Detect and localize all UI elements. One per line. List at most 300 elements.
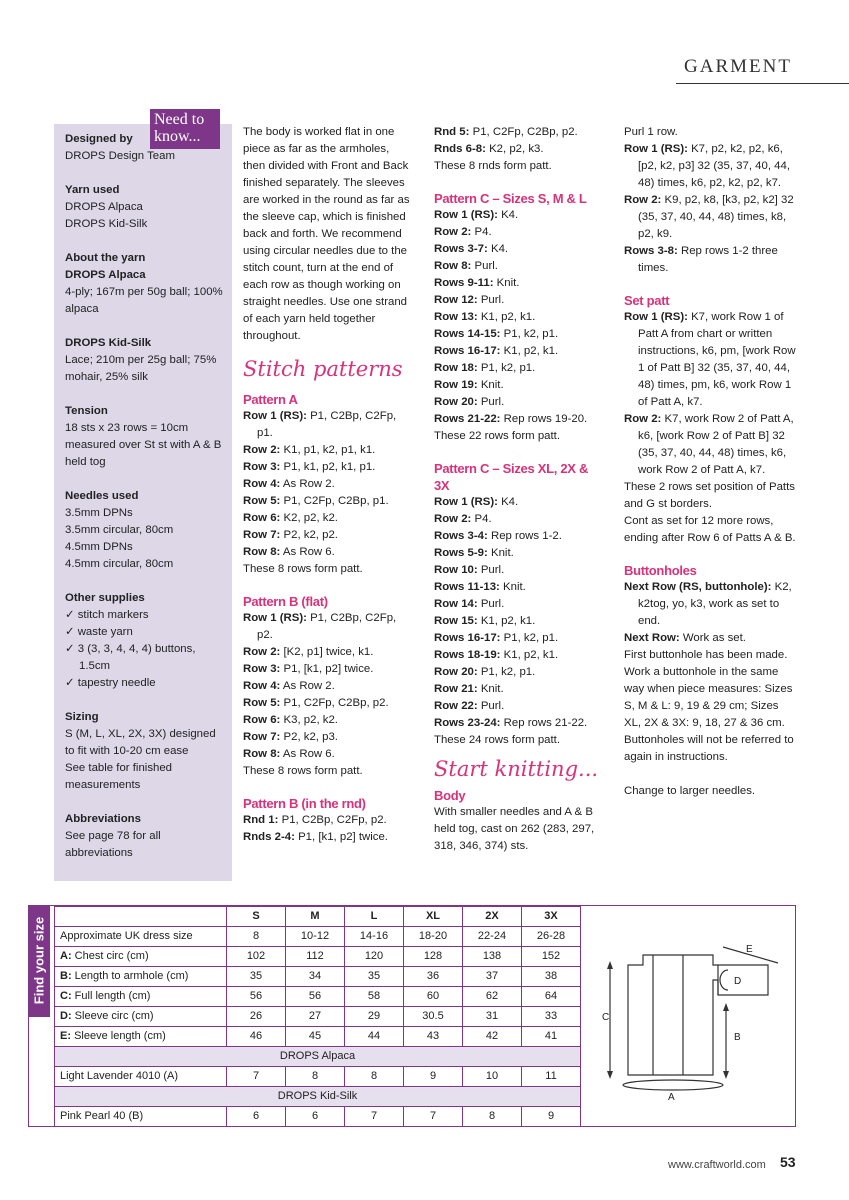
set-patt-text: Cont as set for 12 more rows, ending after Row 6 of Patts A & B. <box>624 515 796 544</box>
table-cell: 138 <box>463 947 522 967</box>
row-instruction: Knit. <box>487 547 514 559</box>
footer-url: www.craftworld.com <box>668 1159 766 1171</box>
instruction-row <box>243 544 413 561</box>
instruction-row <box>243 644 413 661</box>
table-cell: 37 <box>463 967 522 987</box>
size-header: S <box>227 907 286 927</box>
row-label: Rows 18-19: <box>434 649 501 661</box>
instruction-row <box>243 661 413 678</box>
sidebar-heading: DROPS Kid-Silk <box>65 337 152 349</box>
table-cell: 102 <box>227 947 286 967</box>
instruction-row <box>624 630 798 647</box>
row-instruction: Rep rows 21-22. <box>500 717 588 729</box>
row-label: Row 8: <box>434 260 472 272</box>
row-instruction: K1, p2, k1. <box>500 649 559 661</box>
table-cell: 42 <box>463 1027 522 1047</box>
row-instruction: P1, [k1, p2] twice. <box>280 663 374 675</box>
table-cell: 26 <box>227 1007 286 1027</box>
kidsilk-section <box>65 335 227 386</box>
row-instruction: Rep rows 1-2 three times. <box>638 245 778 274</box>
row-instruction: Purl. <box>477 564 505 576</box>
pattern-c-xl-end: These 24 rows form patt. <box>434 734 560 746</box>
row-instruction: P1, k1, p2, k1, p1. <box>280 461 376 473</box>
sidebar-heading: Tension <box>65 405 108 417</box>
row-instruction: K2, p2, k3. <box>485 143 544 155</box>
instruction-row <box>434 207 604 224</box>
row-label: B: Length to armhole (cm) <box>55 967 227 987</box>
instruction-row <box>434 343 604 360</box>
set-patt-text: These 2 rows set position of Patts and G st borders. <box>624 481 795 510</box>
pattern-b-rows <box>243 610 413 763</box>
size-header: XL <box>404 907 463 927</box>
row-instruction: K7, work Row 2 of Patt A, k6, [work Row 2 of Patt B] 32 (35, 37, 40, 44, 48) times, k6, work Row 2 of Patt A, k7. <box>638 413 794 476</box>
header-rule <box>676 83 849 84</box>
instruction-row <box>243 527 413 544</box>
page-number: 53 <box>780 1154 796 1170</box>
row-instruction: Knit. <box>477 683 504 695</box>
instruction-row <box>434 141 604 158</box>
table-cell: 10 <box>463 1067 522 1087</box>
row-instruction: P1, [k1, p2] twice. <box>294 831 388 843</box>
pattern-b-rnd-heading: Pattern B (in the rnd) <box>243 796 366 811</box>
instruction-row <box>434 241 604 258</box>
instruction-row <box>434 377 604 394</box>
sidebar-text: 18 sts x 23 rows = 10cm measured over St st with A & B held tog <box>65 422 222 468</box>
pattern-b-rnd-continued <box>434 124 604 158</box>
change-needles-text: Change to larger needles. <box>624 785 756 797</box>
sidebar-text: 4-ply; 167m per 50g ball; 100% alpaca <box>65 286 223 315</box>
pattern-c-xl-rows <box>434 494 604 732</box>
row-label: Row 21: <box>434 683 478 695</box>
instruction-row <box>243 610 413 644</box>
sidebar-text: Lace; 210m per 25g ball; 75% mohair, 25% silk <box>65 354 217 383</box>
table-cell: 8 <box>227 927 286 947</box>
row-label: Rows 9-11: <box>434 277 494 289</box>
row-instruction: Rep rows 1-2. <box>487 530 562 542</box>
instruction-row <box>434 326 604 343</box>
row-label: C: Full length (cm) <box>55 987 227 1007</box>
row-label: Row 1 (RS): <box>624 311 688 323</box>
row-instruction: P1, C2Fp, C2Bp, p2. <box>469 126 578 138</box>
table-row <box>55 947 581 967</box>
instruction-row <box>624 411 798 479</box>
row-label: Row 8: <box>243 748 281 760</box>
sidebar-text: DROPS Kid-Silk <box>65 218 148 230</box>
row-instruction: K7, p2, k2, p2, k6, [p2, k2, p3] 32 (35, 37, 40, 44, 48) times, k6, p2, k2, p2, k7. <box>638 143 790 189</box>
a-arrow <box>623 1080 723 1090</box>
table-cell: 7 <box>345 1107 404 1127</box>
row-label: Row 12: <box>434 294 478 306</box>
yarn-b-row <box>55 1087 581 1107</box>
row-label: Row 6: <box>243 714 281 726</box>
size-header: 3X <box>522 907 581 927</box>
row-label: Row 1 (RS): <box>434 496 498 508</box>
row-label: Approximate UK dress size <box>55 927 227 947</box>
sidebar-heading: Yarn used <box>65 184 120 196</box>
table-cell: 29 <box>345 1007 404 1027</box>
row-instruction: As Row 6. <box>280 546 335 558</box>
sidebar-text: S (M, L, XL, 2X, 3X) designed to fit with 10-20 cm ease <box>65 728 216 757</box>
label-c: C <box>602 1012 610 1023</box>
row-label: Row 1 (RS): <box>243 410 307 422</box>
row-label: D: Sleeve circ (cm) <box>55 1007 227 1027</box>
sidebar-text: DROPS Alpaca <box>65 201 143 213</box>
row-label: Row 3: <box>243 461 281 473</box>
arrow-head <box>723 1071 729 1079</box>
row-label: Row 7: <box>243 731 281 743</box>
instruction-row <box>434 579 604 596</box>
designer-section <box>65 131 227 165</box>
row-label: Rnd 5: <box>434 126 470 138</box>
tension-section <box>65 403 227 471</box>
row-instruction: K1, p2, k1. <box>477 311 536 323</box>
row-label: Row 4: <box>243 680 281 692</box>
table-row <box>55 1107 581 1127</box>
pattern-c-sml-heading: Pattern C – Sizes S, M & L <box>434 191 587 206</box>
row-instruction: As Row 6. <box>280 748 335 760</box>
table-cell: 120 <box>345 947 404 967</box>
needles-section <box>65 488 227 573</box>
instruction-row <box>434 292 604 309</box>
instruction-row <box>624 579 798 630</box>
sidebar-heading: Abbreviations <box>65 813 141 825</box>
table-cell: 6 <box>286 1107 345 1127</box>
sidebar-heading: About the yarn <box>65 252 146 264</box>
supply-item: ✓ waste yarn <box>65 626 133 638</box>
row-label: Row 1 (RS): <box>624 143 688 155</box>
row-label: Row 1 (RS): <box>243 612 307 624</box>
start-knitting-heading: Start knitting... <box>434 757 599 781</box>
arrow-head <box>723 1003 729 1011</box>
row-instruction: Knit. <box>493 277 520 289</box>
body-text: With smaller needles and A & B held tog, cast on 262 (283, 297, 318, 346, 374) sts. <box>434 806 595 852</box>
row-label: Row 2: <box>243 646 281 658</box>
yarn-a-label: DROPS Alpaca <box>55 1047 581 1067</box>
row-label: Row 13: <box>434 311 478 323</box>
row-label: Rnds 2-4: <box>243 831 295 843</box>
table-cell: 7 <box>404 1107 463 1127</box>
table-corner <box>55 907 227 927</box>
buttonholes-heading: Buttonholes <box>624 563 697 578</box>
table-cell: 8 <box>345 1067 404 1087</box>
table-cell: 33 <box>522 1007 581 1027</box>
table-cell: 35 <box>345 967 404 987</box>
table-cell: 34 <box>286 967 345 987</box>
row-label: Row 2: <box>434 226 472 238</box>
size-header: M <box>286 907 345 927</box>
instruction-row <box>434 124 604 141</box>
row-label: Rows 3-8: <box>624 245 678 257</box>
abbreviations-section <box>65 811 227 862</box>
instruction-row <box>434 698 604 715</box>
purl-row-text: Purl 1 row. <box>624 126 678 138</box>
instruction-row <box>243 510 413 527</box>
row-label: E: Sleeve length (cm) <box>55 1027 227 1047</box>
table-cell: 10-12 <box>286 927 345 947</box>
stitch-patterns-heading: Stitch patterns <box>243 357 403 381</box>
instruction-row <box>243 812 413 829</box>
supply-item: ✓ stitch markers <box>65 609 149 621</box>
supplies-section <box>65 590 227 692</box>
instruction-row <box>243 678 413 695</box>
table-cell: 6 <box>227 1107 286 1127</box>
instruction-row <box>434 411 604 428</box>
table-cell: 46 <box>227 1027 286 1047</box>
table-row <box>55 987 581 1007</box>
row-label: Rows 3-4: <box>434 530 488 542</box>
sidebar-text: 4.5mm circular, 80cm <box>65 558 174 570</box>
row-label: Row 20: <box>434 666 478 678</box>
instruction-row <box>434 664 604 681</box>
row-instruction: K4. <box>487 243 509 255</box>
row-label: Row 18: <box>434 362 478 374</box>
row-instruction: P1, k2, p1. <box>477 666 536 678</box>
instruction-row <box>243 729 413 746</box>
table-header-row <box>55 907 581 927</box>
row-label: Row 6: <box>243 512 281 524</box>
d-arrow <box>720 970 728 990</box>
about-yarn-section <box>65 250 227 318</box>
pattern-c-sml-rows <box>434 207 604 428</box>
table-cell: 36 <box>404 967 463 987</box>
row-instruction: K3, p2, k2. <box>280 714 338 726</box>
instruction-row <box>624 192 798 243</box>
column-3 <box>624 124 798 800</box>
border-rows <box>624 141 798 277</box>
buttonhole-rows <box>624 579 798 647</box>
instruction-row <box>434 630 604 647</box>
row-instruction: Purl. <box>477 700 505 712</box>
instruction-row <box>243 459 413 476</box>
row-instruction: P1, C2Bp, C2Fp, p2. <box>278 814 387 826</box>
pattern-b-rnd-rows <box>243 812 413 846</box>
label-d: D <box>734 976 742 987</box>
row-label: Rnd 1: <box>243 814 279 826</box>
size-header: 2X <box>463 907 522 927</box>
row-label: Row 3: <box>243 663 281 675</box>
instruction-row <box>434 309 604 326</box>
table-row <box>55 927 581 947</box>
row-label: Row 2: <box>624 413 662 425</box>
row-instruction: Purl. <box>477 598 505 610</box>
row-instruction: Purl. <box>477 396 505 408</box>
table-cell: 14-16 <box>345 927 404 947</box>
table-cell: 58 <box>345 987 404 1007</box>
table-cell: 62 <box>463 987 522 1007</box>
pattern-a-heading: Pattern A <box>243 392 298 407</box>
sidebar-heading: Sizing <box>65 711 99 723</box>
row-label: Rows 11-13: <box>434 581 500 593</box>
row-instruction: [K2, p1] twice, k1. <box>280 646 374 658</box>
sidebar-text: See page 78 for all abbreviations <box>65 830 161 859</box>
row-instruction: Knit. <box>477 379 504 391</box>
table-cell: 41 <box>522 1027 581 1047</box>
row-label: Row 5: <box>243 495 281 507</box>
instruction-row <box>243 695 413 712</box>
instruction-row <box>434 360 604 377</box>
row-instruction: K4. <box>497 496 519 508</box>
instruction-row <box>434 681 604 698</box>
sidebar-heading: Needles used <box>65 490 139 502</box>
instruction-row <box>243 408 413 442</box>
sidebar-text: See table for finished measurements <box>65 762 173 791</box>
table-cell: 56 <box>227 987 286 1007</box>
instruction-row <box>434 562 604 579</box>
instruction-row <box>243 476 413 493</box>
instruction-row <box>243 829 413 846</box>
instruction-row <box>434 528 604 545</box>
sidebar-content <box>65 131 227 879</box>
row-label: Row 4: <box>243 478 281 490</box>
table-cell: 64 <box>522 987 581 1007</box>
supply-item: ✓ 3 (3, 3, 4, 4, 4) buttons, 1.5cm <box>65 643 196 672</box>
table-cell: 7 <box>227 1067 286 1087</box>
instruction-row <box>434 494 604 511</box>
table-cell: 43 <box>404 1027 463 1047</box>
instruction-row <box>434 613 604 630</box>
instruction-row <box>624 243 798 277</box>
table-cell: 22-24 <box>463 927 522 947</box>
table-cell: 9 <box>522 1107 581 1127</box>
row-instruction: P1, C2Fp, C2Bp, p2. <box>280 697 389 709</box>
pattern-c-xl-heading: Pattern C – Sizes XL, 2X & 3X <box>434 461 589 493</box>
measurement-rows <box>55 927 581 1047</box>
sidebar-text: 3.5mm DPNs <box>65 507 133 519</box>
instruction-row <box>243 493 413 510</box>
row-label: Row 5: <box>243 697 281 709</box>
row-instruction: K7, work Row 1 of Patt A from chart or written instructions, k6, pm, [work Row 1 of Patt B] 32 (35, 37, 40, 44, 48) times, pm, k6, work Row 1 of Patt A, k7. <box>638 311 796 408</box>
size-table <box>54 906 581 1127</box>
pattern-c-sml-end: These 22 rows form patt. <box>434 430 560 442</box>
table-cell: 8 <box>286 1067 345 1087</box>
row-instruction: P1, C2Fp, C2Bp, p1. <box>280 495 389 507</box>
row-instruction: P1, C2Bp, C2Fp, p1. <box>257 410 397 439</box>
sidebar-heading: Designed by <box>65 133 133 145</box>
row-instruction: As Row 2. <box>280 680 335 692</box>
row-label: Row 14: <box>434 598 478 610</box>
section-title: GARMENT <box>684 56 792 77</box>
row-label: Light Lavender 4010 (A) <box>55 1067 227 1087</box>
arrow-head <box>607 961 613 969</box>
buttonhole-text: First buttonhole has been made. Work a buttonhole in the same way when piece measures: Sizes S, M & L: 9, 19 & 29 cm; Sizes XL, 2X & 3X: 9, 18, 27 & 36 cm. Buttonholes will not be referred to again in instructions. <box>624 649 794 763</box>
size-header: L <box>345 907 404 927</box>
find-your-size-tab <box>28 905 50 1017</box>
row-label: Rows 16-17: <box>434 345 501 357</box>
row-instruction: P1, k2, p1. <box>500 632 559 644</box>
row-label: Rows 3-7: <box>434 243 488 255</box>
sidebar-heading: DROPS Alpaca <box>65 269 146 281</box>
table-cell: 8 <box>463 1107 522 1127</box>
arrow-head <box>607 1071 613 1079</box>
column-1 <box>243 124 413 846</box>
body-heading: Body <box>434 788 466 803</box>
row-label: Row 2: <box>624 194 662 206</box>
row-instruction: K4. <box>497 209 519 221</box>
pattern-a-end: These 8 rows form patt. <box>243 563 363 575</box>
row-label: A: Chest circ (cm) <box>55 947 227 967</box>
row-instruction: Work as set. <box>679 632 746 644</box>
row-instruction: P2, k2, p3. <box>280 731 338 743</box>
row-label: Row 2: <box>434 513 472 525</box>
table-cell: 35 <box>227 967 286 987</box>
need-to-know-badge: Need to know... <box>150 109 220 149</box>
row-label: Rows 21-22: <box>434 413 501 425</box>
table-cell: 9 <box>404 1067 463 1087</box>
table-row <box>55 1027 581 1047</box>
table-cell: 27 <box>286 1007 345 1027</box>
row-instruction: K1, p2, k1. <box>477 615 536 627</box>
table-cell: 44 <box>345 1027 404 1047</box>
row-label: Row 22: <box>434 700 478 712</box>
row-instruction: Purl. <box>477 294 505 306</box>
instruction-row <box>434 275 604 292</box>
table-cell: 152 <box>522 947 581 967</box>
yarn-b-label: DROPS Kid-Silk <box>55 1087 581 1107</box>
row-label: Pink Pearl 40 (B) <box>55 1107 227 1127</box>
table-cell: 60 <box>404 987 463 1007</box>
instruction-row <box>434 258 604 275</box>
sidebar-heading: Other supplies <box>65 592 145 604</box>
instruction-row <box>243 442 413 459</box>
row-label: Rows 23-24: <box>434 717 501 729</box>
pattern-b-end: These 8 rows form patt. <box>243 765 363 777</box>
label-a: A <box>668 1092 675 1103</box>
row-instruction: P1, k2, p1. <box>500 328 559 340</box>
yarn-a-row <box>55 1047 581 1067</box>
table-row <box>55 967 581 987</box>
instruction-row <box>434 224 604 241</box>
row-label: Row 7: <box>243 529 281 541</box>
row-label: Row 19: <box>434 379 478 391</box>
pattern-b-heading: Pattern B (flat) <box>243 594 328 609</box>
sidebar-text: 3.5mm circular, 80cm <box>65 524 174 536</box>
pattern-a-rows <box>243 408 413 561</box>
row-instruction: K9, p2, k8, [k3, p2, k2] 32 (35, 37, 40, 44, 48) times, k8, p2, k9. <box>638 194 794 240</box>
row-instruction: As Row 2. <box>280 478 335 490</box>
table-cell: 38 <box>522 967 581 987</box>
set-patt-rows <box>624 309 798 479</box>
supply-item: ✓ tapestry needle <box>65 677 156 689</box>
table-cell: 31 <box>463 1007 522 1027</box>
instruction-row <box>243 746 413 763</box>
row-instruction: P1, k2, p1. <box>477 362 536 374</box>
row-label: Next Row: <box>624 632 680 644</box>
row-label: Rnds 6-8: <box>434 143 486 155</box>
row-instruction: P1, C2Bp, C2Fp, p2. <box>257 612 397 641</box>
instruction-row <box>434 545 604 562</box>
table-row <box>55 1067 581 1087</box>
row-label: Row 20: <box>434 396 478 408</box>
row-instruction: Knit. <box>499 581 526 593</box>
row-label: Row 8: <box>243 546 281 558</box>
garment-schematic <box>598 935 788 1105</box>
table-cell: 128 <box>404 947 463 967</box>
row-instruction: P2, k2, p2. <box>280 529 338 541</box>
column-2 <box>434 124 604 855</box>
instruction-row <box>624 309 798 411</box>
yarn-used-section <box>65 182 227 233</box>
intro-paragraph: The body is worked flat in one piece as far as the armholes, then divided with Front and Back finished separately. The sleeves are worked in the round as far as the sleeve cap, which is finished back and forth. We recommend using circular needles due to the stitch count, turn at the end of each row as though working on straight needles. Use one strand of each yarn held together throughout. <box>243 126 410 342</box>
table-row <box>55 1007 581 1027</box>
row-instruction: K2, p2, k2. <box>280 512 338 524</box>
instruction-row <box>434 647 604 664</box>
sidebar-text: 4.5mm DPNs <box>65 541 133 553</box>
instruction-row <box>434 394 604 411</box>
row-label: Rows 5-9: <box>434 547 488 559</box>
row-label: Rows 16-17: <box>434 632 501 644</box>
instruction-row <box>434 596 604 613</box>
label-e: E <box>746 944 753 955</box>
